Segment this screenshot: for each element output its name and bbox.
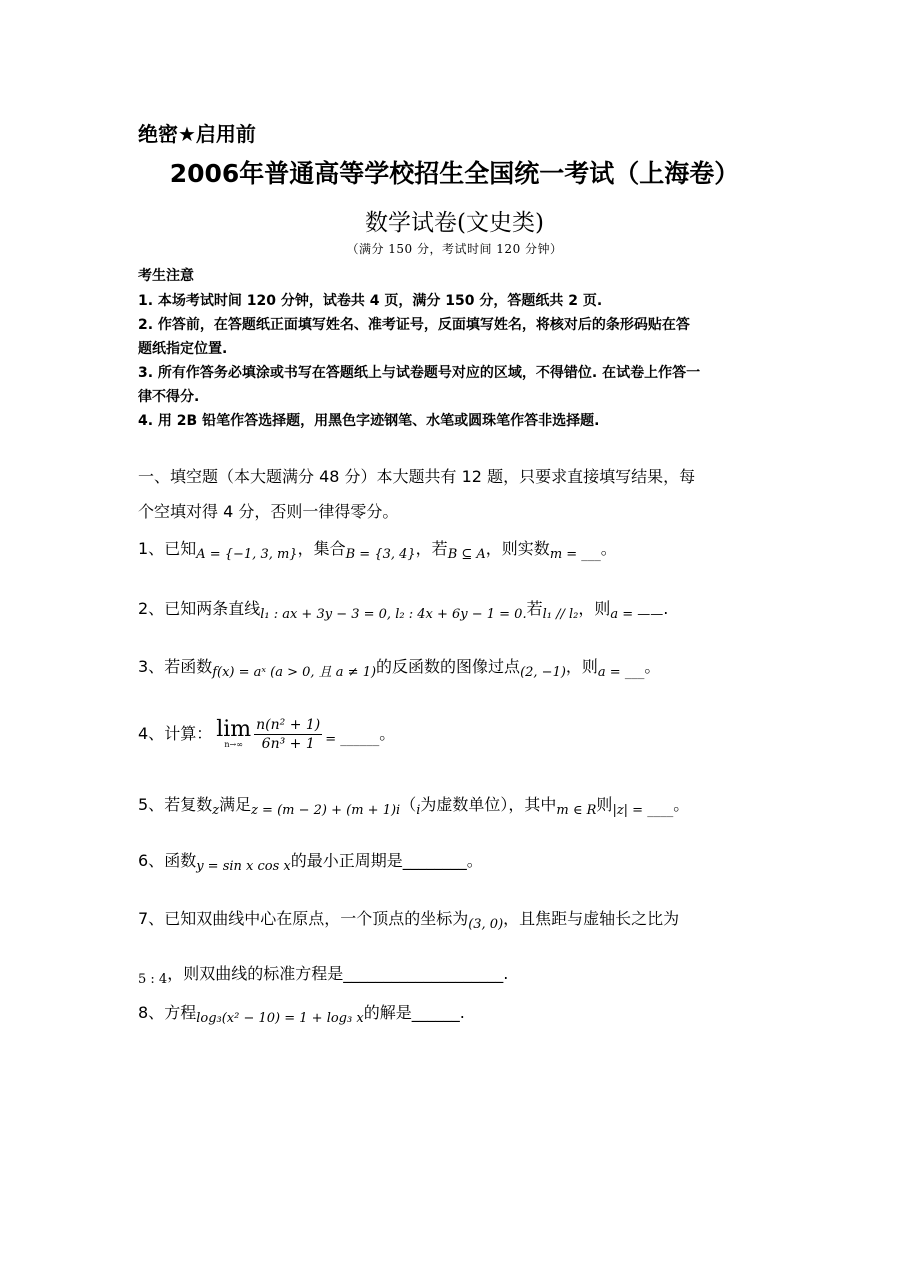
question-2 [138,596,668,622]
question-number: 5、 [138,795,165,814]
notice-line: 4. 用 2B 铅笔作答选择题，用黑色字迹钢笔、水笔或圆珠笔作答非选择题. [138,413,600,429]
exam-subtitle: 数学试卷(文史类) [365,210,544,236]
answer-blank: |z| = ____ [612,803,674,818]
math-expression: i [416,803,421,818]
question-text: 则 [596,795,613,814]
notice-line: 3. 所有作答务必填涂或书写在答题纸上与试卷题号对应的区域，不得错位. 在试卷上作答一 [138,365,701,381]
math-expression: B ⊆ A [447,547,486,562]
question-8 [138,1000,465,1026]
question-text: 满足 [219,795,252,814]
notice-heading: 考生注意 [138,268,194,284]
question-text: . [663,599,669,618]
answer-blank: m = ___ [549,547,601,562]
question-text: ，则实数 [485,539,550,558]
question-1 [138,536,617,562]
fraction-numerator: n(n² + 1) [256,717,321,733]
question-text: ，若 [415,539,448,558]
math-expression: l₁ // l₂ [542,607,579,622]
question-number: 1、 [138,539,165,558]
question-text: 若复数 [164,795,213,814]
fraction-denominator: 6n³ + 1 [261,736,315,752]
question-text: （ [400,795,417,814]
notice-line: 律不得分. [138,389,200,405]
question-text: 的反函数的图像过点 [376,657,521,676]
math-expression: B = {3, 4} [345,547,416,562]
exam-title: 2006年普通高等学校招生全国统一考试（上海卷） [169,159,740,188]
question-text: ，则 [578,599,611,618]
question-text: 已知 [164,539,197,558]
math-expression: (2, −1) [520,665,566,680]
math-expression: A = {−1, 3, m} [196,547,298,562]
math-expression: z [212,803,220,818]
limit-operator [216,716,252,750]
question-text: 为虚数单位），其中 [420,795,557,814]
notice-line: 1. 本场考试时间 120 分钟，试卷共 4 页，满分 150 分，答题纸共 2 页. [138,293,603,309]
question-text: 若函数 [164,657,213,676]
question-text: 。 [673,795,690,814]
exam-info: （满分 150 分，考试时间 120 分钟） [346,242,563,256]
question-5 [138,792,689,818]
section-intro-line: 个空填对得 4 分，否则一律得零分。 [138,502,399,521]
notice-line: 题纸指定位置. [138,341,228,357]
math-expression: m ∈ R [556,803,597,818]
question-7 [138,906,679,932]
question-4 [138,716,395,753]
question-text: 若 [526,599,543,618]
math-expression: y = sin x cos x [196,859,291,874]
question-text: 。 [379,724,396,743]
question-text: ，则双曲线的标准方程是____________________. [167,964,509,983]
question-text: 的最小正周期是________。 [290,851,483,870]
math-expression: z = (m − 2) + (m + 1)i [251,803,401,818]
question-text: ，则 [565,657,598,676]
question-text: 的解是______. [363,1003,465,1022]
question-3 [138,654,660,680]
math-expression: l₁ : ax + 3y − 3 = 0, l₂ : 4x + 6y − 1 = 0. [260,607,527,622]
question-number: 4、 [138,724,165,743]
limit-label: lim [216,716,252,742]
question-text: 。 [644,657,661,676]
question-text: ，且焦距与虚轴长之比为 [503,909,680,928]
limit-subscript: n→∞ [224,739,243,749]
question-6 [138,848,483,874]
answer-blank: = ______ [325,732,380,747]
math-expression: 5 : 4 [138,972,168,987]
math-expression: log₃(x² − 10) = 1 + log₃ x [196,1011,364,1026]
question-text: 已知两条直线 [164,599,261,618]
question-text: ，集合 [297,539,346,558]
question-number: 7、 [138,909,165,928]
question-text: 方程 [164,1003,197,1022]
question-number: 6、 [138,851,165,870]
question-text: 。 [600,539,617,558]
math-expression: f(x) = aˣ (a > 0, 且 a ≠ 1) [212,665,377,680]
answer-blank: a = ___ [597,665,645,680]
question-number: 3、 [138,657,165,676]
fraction [254,716,322,753]
secret-mark: 绝密★启用前 [138,122,256,146]
question-7-continued [138,961,508,987]
answer-blank: a = —— [610,607,664,622]
question-text: 已知双曲线中心在原点，一个顶点的坐标为 [164,909,469,928]
question-text: 计算： [164,724,213,743]
notice-line: 2. 作答前，在答题纸正面填写姓名、准考证号，反面填写姓名，将核对后的条形码贴在答 [138,317,690,333]
question-text: 函数 [164,851,197,870]
question-number: 2、 [138,599,165,618]
question-number: 8、 [138,1003,165,1022]
math-expression: (3, 0) [468,917,504,932]
section-intro-line: 一、填空题（本大题满分 48 分）本大题共有 12 题，只要求直接填写结果，每 [138,467,696,486]
